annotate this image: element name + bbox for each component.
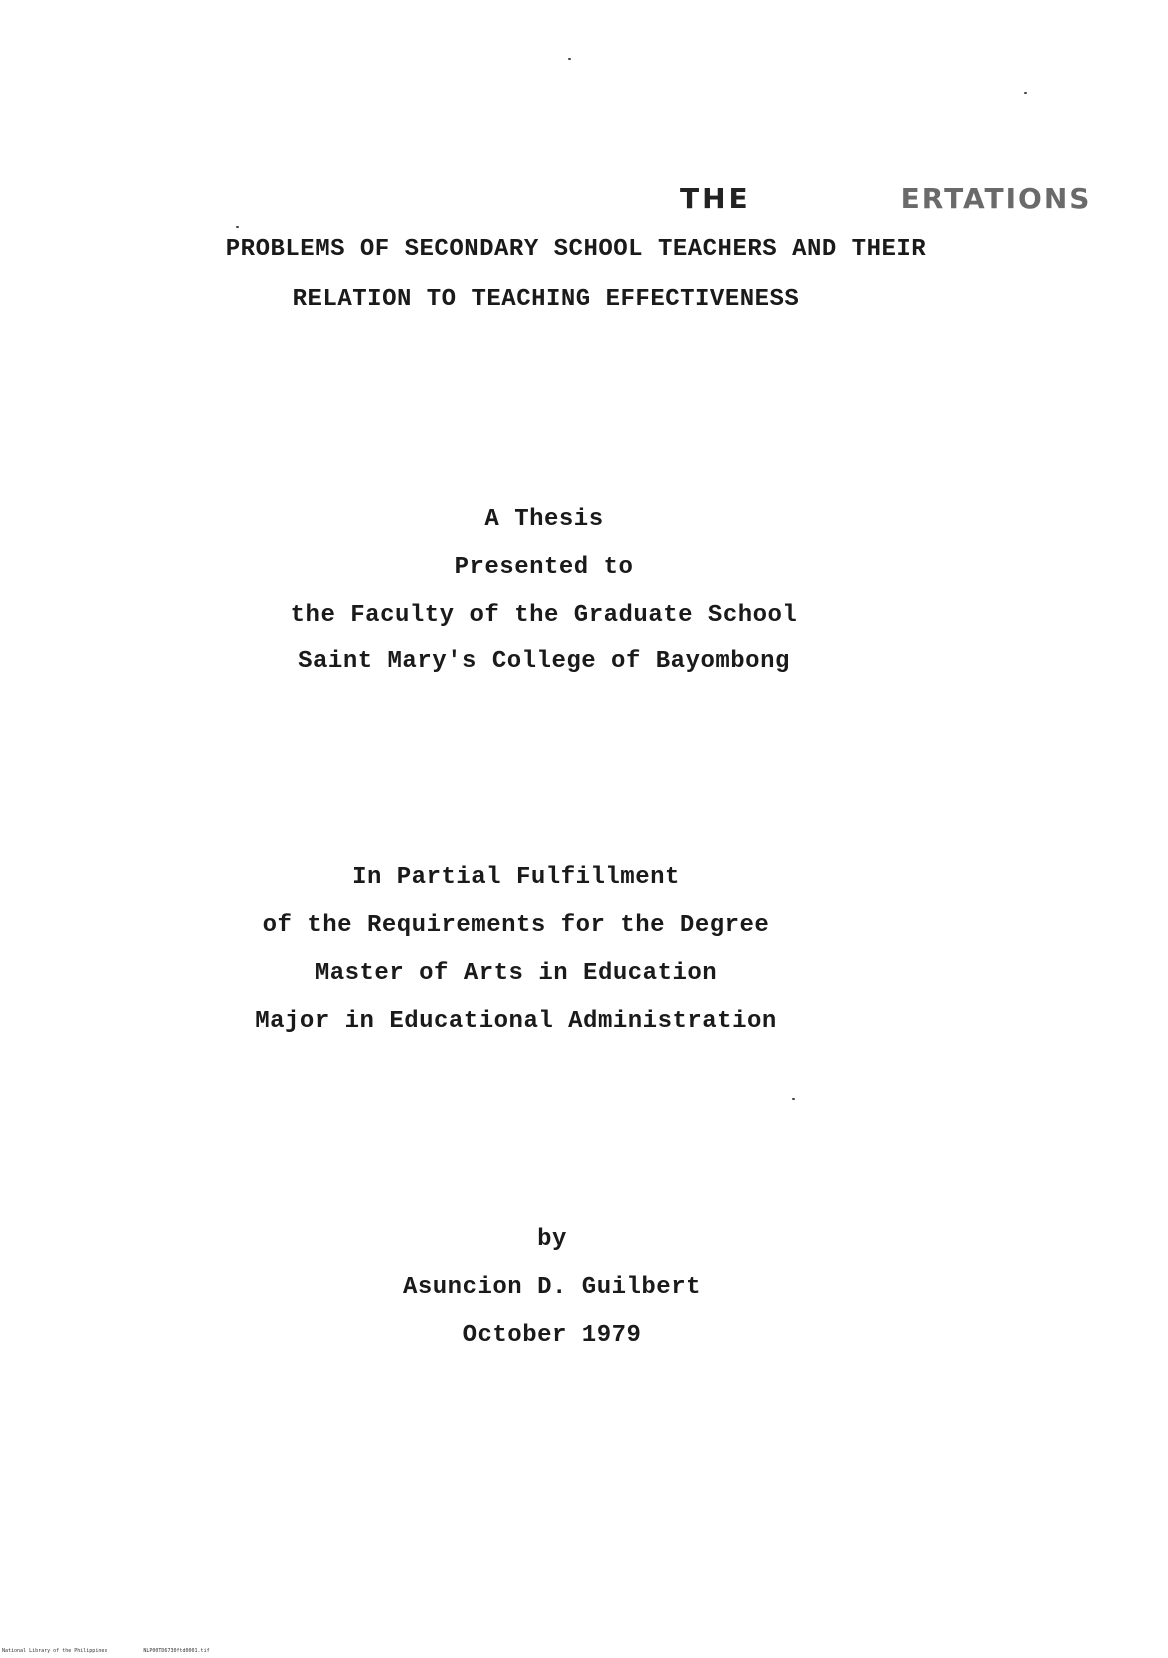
stamp-right-text: ERTATIONS xyxy=(900,182,1092,215)
presented-to: Presented to xyxy=(454,554,634,581)
scan-footer xyxy=(2,1648,210,1654)
title-line-1: PROBLEMS OF SECONDARY SCHOOL TEACHERS AND THEIR xyxy=(225,236,927,263)
title-line-2: RELATION TO TEACHING EFFECTIVENESS xyxy=(292,286,800,313)
fulfillment-line-1: In Partial Fulfillment xyxy=(352,864,680,891)
thesis-label: A Thesis xyxy=(484,506,604,533)
fulfillment-line-2: of the Requirements for the Degree xyxy=(262,912,770,939)
college-line: Saint Mary's College of Bayombong xyxy=(298,648,790,675)
library-stamp xyxy=(680,182,1091,215)
author-name: Asuncion D. Guilbert xyxy=(402,1274,702,1301)
scan-speck xyxy=(792,1098,795,1100)
stamp-left-text: THE xyxy=(680,182,751,215)
by-label: by xyxy=(537,1226,567,1253)
submission-date: October 1979 xyxy=(462,1322,642,1349)
major-line: Major in Educational Administration xyxy=(255,1008,777,1035)
footer-library: National Library of the Philippines xyxy=(2,1648,108,1654)
footer-filename: NLP00TD6730ftd0001.tif xyxy=(143,1648,210,1654)
degree-line: Master of Arts in Education xyxy=(314,960,718,987)
faculty-line: the Faculty of the Graduate School xyxy=(290,602,798,629)
scan-speck xyxy=(236,226,239,228)
scan-speck xyxy=(568,58,571,60)
scan-speck xyxy=(1024,92,1027,94)
